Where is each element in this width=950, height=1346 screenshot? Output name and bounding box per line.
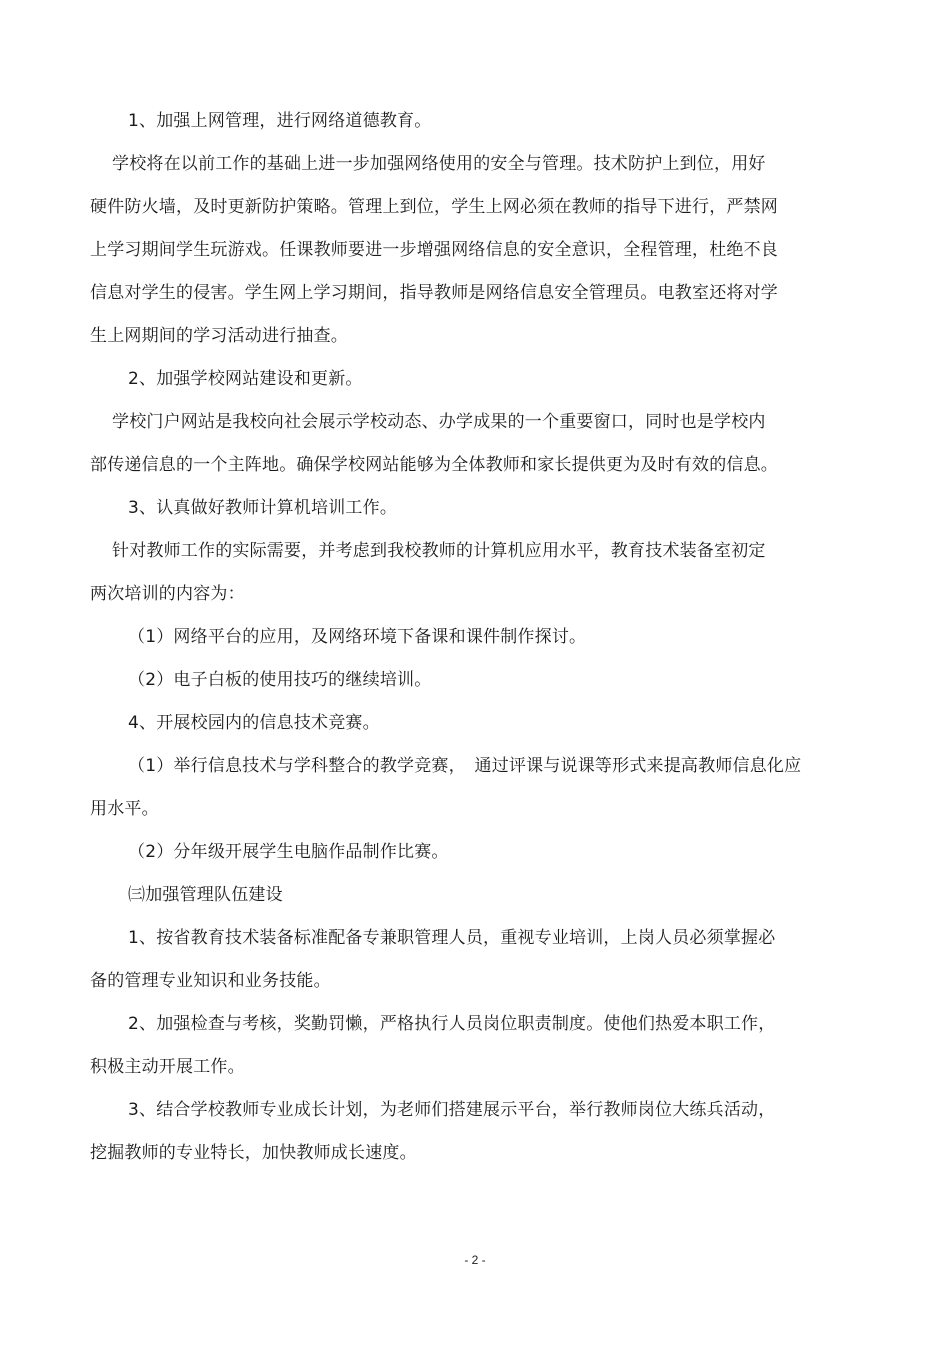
paragraph-line: 备的管理专业知识和业务技能。 (90, 971, 331, 991)
list-item: 2、加强检查与考核，奖勤罚懒，严格执行人员岗位职责制度。使他们热爱本职工作， (128, 1014, 776, 1034)
heading-4: 4、开展校园内的信息技术竞赛。 (128, 713, 380, 733)
paragraph-line: 上学习期间学生玩游戏。任课教师要进一步增强网络信息的安全意识，全程管理，杜绝不良 (90, 240, 778, 260)
list-item: 3、结合学校教师专业成长计划，为老师们搭建展示平台，举行教师岗位大练兵活动， (128, 1100, 776, 1120)
paragraph-line: 针对教师工作的实际需要，并考虑到我校教师的计算机应用水平，教育技术装备室初定 (112, 541, 766, 561)
list-item: 1、按省教育技术装备标准配备专兼职管理人员，重视专业培训，上岗人员必须掌握必 (128, 928, 776, 948)
paragraph-line: 信息对学生的侵害。学生网上学习期间，指导教师是网络信息安全管理员。电教室还将对学 (90, 283, 778, 303)
paragraph-line: 硬件防火墙，及时更新防护策略。管理上到位，学生上网必须在教师的指导下进行，严禁网 (90, 197, 778, 217)
list-item: （2）电子白板的使用技巧的继续培训。 (128, 670, 432, 690)
page-number: - 2 - (464, 1253, 486, 1267)
heading-3: 3、认真做好教师计算机培训工作。 (128, 498, 398, 518)
list-item: （1）网络平台的应用，及网络环境下备课和课件制作探讨。 (128, 627, 587, 647)
paragraph-line: 部传递信息的一个主阵地。确保学校网站能够为全体教师和家长提供更为及时有效的信息。 (90, 455, 778, 475)
heading-2: 2、加强学校网站建设和更新。 (128, 369, 363, 389)
heading-1: 1、加强上网管理，进行网络道德教育。 (128, 111, 432, 131)
paragraph-line: 用水平。 (90, 799, 159, 819)
section-heading: ㈢加强管理队伍建设 (128, 885, 283, 905)
paragraph-line: 学校将在以前工作的基础上进一步加强网络使用的安全与管理。技术防护上到位，用好 (112, 154, 766, 174)
paragraph-line: 两次培训的内容为： (90, 584, 245, 604)
paragraph-line: 学校门户网站是我校向社会展示学校动态、办学成果的一个重要窗口，同时也是学校内 (112, 412, 766, 432)
paragraph-line: 挖掘教师的专业特长，加快教师成长速度。 (90, 1143, 417, 1163)
list-item: （2）分年级开展学生电脑作品制作比赛。 (128, 842, 449, 862)
paragraph-line: 积极主动开展工作。 (90, 1057, 245, 1077)
paragraph-line: 生上网期间的学习活动进行抽查。 (90, 326, 348, 346)
list-item: （1）举行信息技术与学科整合的教学竞赛， 通过评课与说课等形式来提高教师信息化应 (128, 756, 802, 776)
